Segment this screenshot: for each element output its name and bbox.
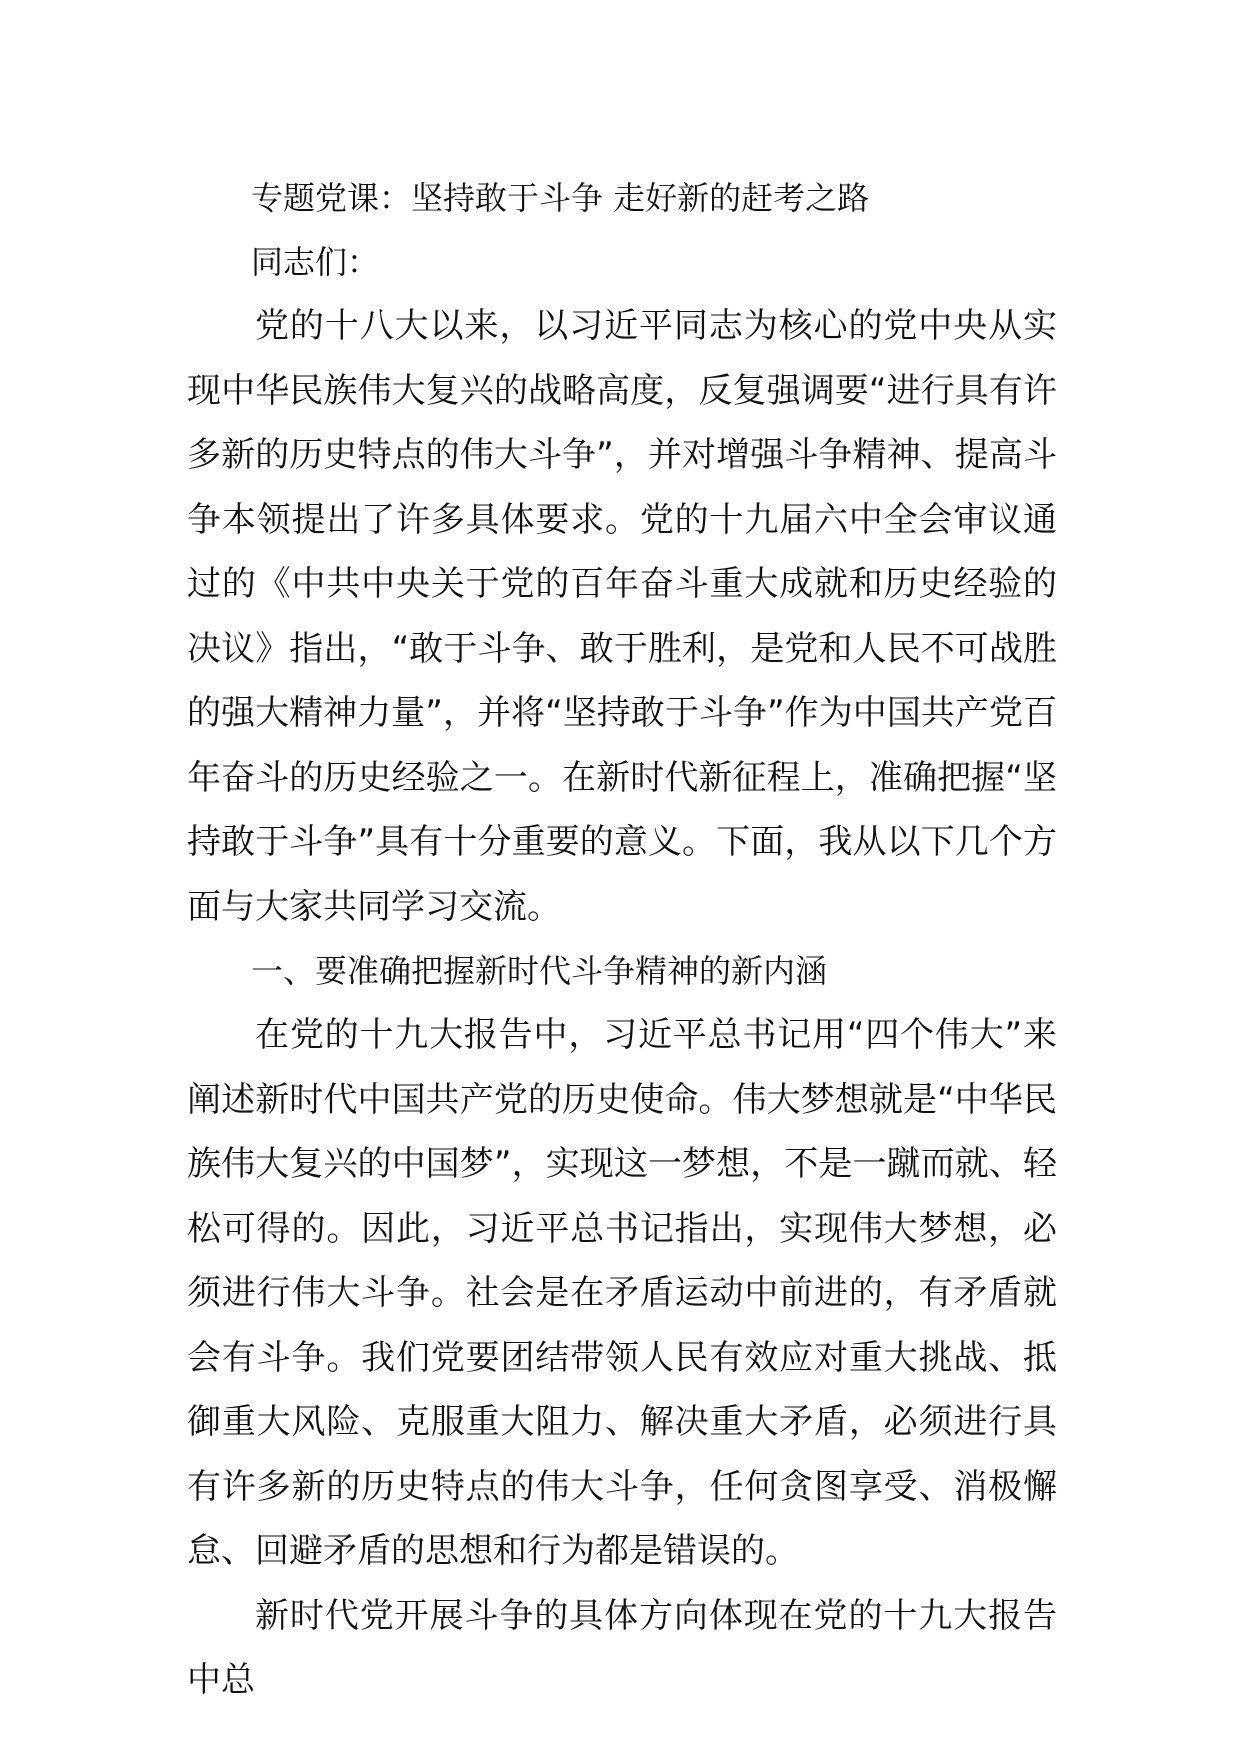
salutation: 同志们： (251, 243, 380, 281)
document-title: 专题党课：坚持敢于斗争 走好新的赶考之路 (251, 179, 870, 217)
paragraph-continued: 新时代党开展斗争的具体方向体现在党的十九大报告中总 (187, 1595, 1057, 1700)
paragraph-section-1: 在党的十九大报告中，习近平总书记用“四个伟大”来阐述新时代中国共产党的历史使命。伟大梦想就是“中华民族伟大复兴的中国梦”，实现这一梦想，不是一蹴而就、轻松可得的。因此，习近平总书记指出，实现伟大梦想，必须进行伟大斗争。社会是在矛盾运动中前进的，有矛盾就会有斗争。我们党要团结带领人民有效应对重大挑战、抵御重大风险、克服重大阻力、解决重大矛盾，必须进行具有许多新的历史特点的伟大斗争，任何贪图享受、消极懈怠、回避矛盾的思想和行为都是错误的。 (187, 1015, 1057, 1571)
paragraph-intro: 党的十八大以来，以习近平同志为核心的党中央从实现中华民族伟大复兴的战略高度，反复强调要“进行具有许多新的历史特点的伟大斗争”，并对增强斗争精神、提高斗争本领提出了许多具体要求。党的十九届六中全会审议通过的《中共中央关于党的百年奋斗重大成就和历史经验的决议》指出，“敢于斗争、敢于胜利，是党和人民不可战胜的强大精神力量”，并将“坚持敢于斗争”作为中国共产党百年奋斗的历史经验之一。在新时代新征程上，准确把握“坚持敢于斗争”具有十分重要的意义。下面，我从以下几个方面与大家共同学习交流。 (187, 306, 1057, 927)
section-heading-1: 一、要准确把握新时代斗争精神的新内涵 (251, 952, 828, 990)
document-body (187, 166, 1057, 1713)
